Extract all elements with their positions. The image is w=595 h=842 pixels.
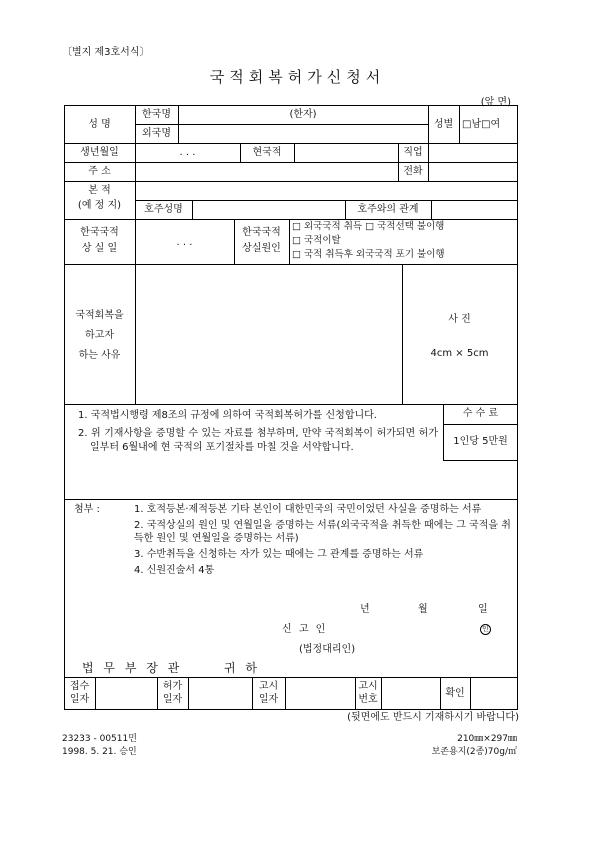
loss-reason-sub-label: 상실원인 <box>242 243 281 254</box>
domicile-sub-label: (예 정 지) <box>77 200 122 211</box>
seal-icon[interactable]: 인 <box>480 623 491 635</box>
korean-name-label: 한국명 <box>142 109 171 120</box>
loss-reason-option[interactable]: □ 국적이탈 <box>292 235 341 246</box>
attachments-label: 첨부 : <box>74 504 100 515</box>
foreign-name-label: 외국명 <box>142 128 171 139</box>
photo-label: 사 진 <box>448 314 471 325</box>
sex-options[interactable]: □남□여 <box>462 119 501 130</box>
reason-label: 하고자 <box>85 330 114 341</box>
reason-field[interactable] <box>136 265 401 403</box>
date-day-label: 일 <box>478 604 488 615</box>
paper-type: 보존용지(2종)70g/㎡ <box>431 747 517 757</box>
fee-label: 수 수 료 <box>462 408 499 419</box>
back-note: (뒷면에도 반드시 기재하시기 바랍니다) <box>347 712 519 723</box>
attachment-item: 2. 국적상실의 원인 및 연월일을 증명하는 서류(외국국적을 취득한 때에는 그 국적을 취득한 원인 및 연월일을 증명하는 서류) <box>134 520 511 544</box>
form-number: 23233 - 00511민 <box>62 734 137 744</box>
approval-date-sub-label: 일자 <box>162 694 183 705</box>
reason-label: 하는 사유 <box>78 350 121 361</box>
receipt-date-sub-label: 일자 <box>69 694 90 705</box>
loss-date-sub-label: 상 실 일 <box>81 243 118 254</box>
loss-reason-label: 한국국적 <box>242 227 281 238</box>
page-title: 국적회복허가신청서 <box>209 68 386 86</box>
applicant-label: 신 고 인 <box>282 624 328 635</box>
receipt-date-label: 접수 <box>69 681 90 692</box>
phone-label: 전화 <box>403 166 423 177</box>
nationality-label: 현국적 <box>252 147 282 158</box>
approval-date: 1998. 5. 21. 승인 <box>62 747 137 757</box>
notice-number-sub-label: 번호 <box>358 694 378 705</box>
approval-date-label: 허가 <box>162 681 183 692</box>
name-label: 성 명 <box>88 119 111 130</box>
hanja-label: (한자) <box>289 109 317 120</box>
pledge-item: 2. 위 기재사항을 증명할 수 있는 자료를 첨부하며, 만약 국적회복이 허가되면 허가일부터 6월내에 현 국적의 포기절차를 마칠 것을 서약합니다. <box>78 428 438 453</box>
date-month-label: 월 <box>418 604 428 615</box>
loss-date-label: 한국국적 <box>80 227 119 238</box>
pledge-item: 1. 국적법시행령 제8조의 규정에 의하여 국적회복허가를 신청합니다. <box>78 410 377 421</box>
address-label: 주 소 <box>88 166 111 177</box>
page-side-note: (앞 면) <box>480 97 511 108</box>
pledge-text <box>78 409 438 459</box>
date-year-label: 년 <box>360 604 370 615</box>
sex-label: 성별 <box>433 119 454 130</box>
birth-field[interactable]: . . . <box>179 147 196 158</box>
photo-box <box>402 266 517 403</box>
loss-reason-option[interactable]: □ 국적 취득후 외국국적 포기 불이행 <box>292 249 445 260</box>
domicile-label: 본 적 <box>88 185 111 196</box>
fee-value: 1인당 5만원 <box>453 436 508 447</box>
addressee-suffix: 귀 하 <box>224 661 260 675</box>
loss-reason-option[interactable]: □ 외국국적 취득 □ 국적선택 불이행 <box>292 221 445 232</box>
job-label: 직업 <box>403 147 423 158</box>
paper-size: 210㎜×297㎜ <box>457 734 517 744</box>
addressee-ministry: 법 무 부 장 관 <box>82 661 183 675</box>
confirm-label: 확인 <box>445 688 465 699</box>
birth-label: 생년월일 <box>80 147 119 158</box>
notice-date-sub-label: 일자 <box>258 694 279 705</box>
photo-size: 4cm × 5cm <box>430 348 489 359</box>
guardian-label: (법정대리인) <box>299 644 356 655</box>
notice-date-label: 고시 <box>258 681 279 692</box>
attachment-item: 3. 수반취득을 신청하는 자가 있는 때에는 그 관계를 증명하는 서류 <box>134 549 424 560</box>
attachment-item: 4. 신원진술서 4통 <box>134 565 215 576</box>
attachment-item: 1. 호적등본·제적등본 기타 본인이 대한민국의 국민이었던 사실을 증명하는 서류 <box>134 504 482 515</box>
notice-number-label: 고시 <box>358 681 378 692</box>
reason-label: 국적회복을 <box>75 310 124 321</box>
loss-date-field[interactable]: . . . <box>176 237 193 248</box>
head-relation-label: 호주와의 관계 <box>357 204 419 215</box>
head-name-label: 호주성명 <box>144 204 183 215</box>
form-code: 〔별지 제3호서식〕 <box>62 47 150 58</box>
